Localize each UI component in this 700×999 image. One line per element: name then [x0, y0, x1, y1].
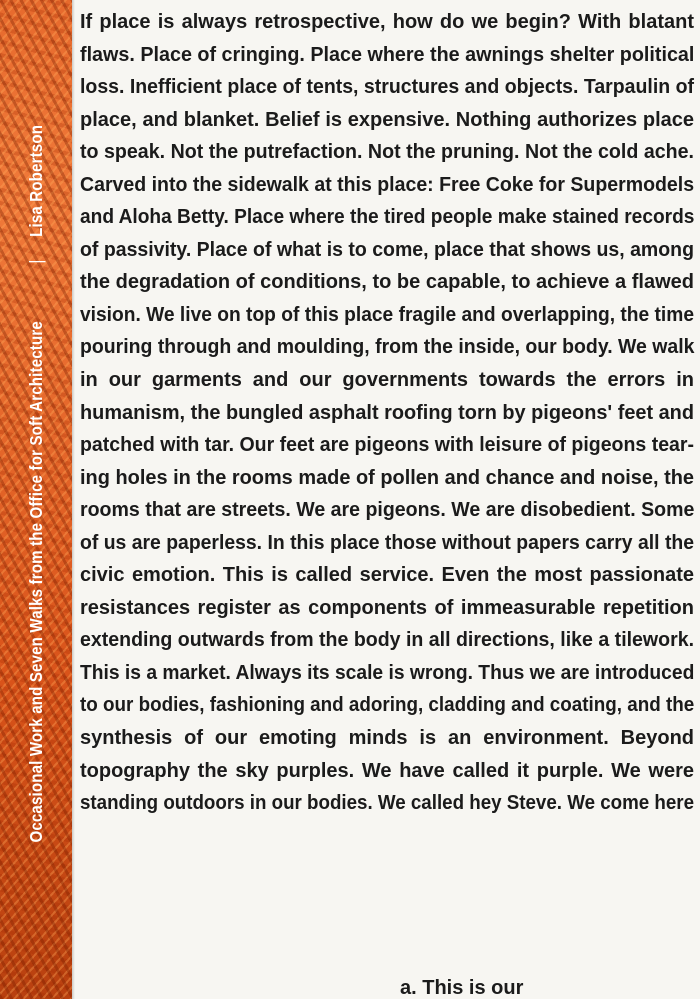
- text-line: of us are paperless. In this place those without papers carry all the: [80, 531, 694, 554]
- text-line: extending outwards from the body in all directions, like a tilework.: [80, 629, 694, 652]
- book-spine: [0, 0, 72, 999]
- text-line: flaws. Place of cringing. Place where the awnings shelter political: [80, 43, 695, 66]
- text-line: loss. Inefficient place of tents, structures and objects. Tarpaulin of: [80, 76, 694, 99]
- text-line: civic emotion. This is called service. Even the most passionate: [80, 564, 694, 587]
- spine-text: [24, 5, 48, 995]
- text-line: the degradation of conditions, to be capable, to achieve a flawed: [80, 271, 694, 294]
- spine-author: Lisa Robertson: [26, 124, 46, 237]
- text-line: and Aloha Betty. Place where the tired people make stained records: [80, 206, 695, 229]
- text-line: This is a market. Always its scale is wrong. Thus we are introduced: [80, 661, 695, 684]
- spine-shadow: [72, 0, 75, 999]
- text-line: resistances register as components of immeasurable repetition: [80, 596, 694, 619]
- cropped-text-line: [400, 977, 700, 999]
- spine-separator: |: [26, 259, 46, 264]
- text-line: to our bodies, fashioning and adoring, cladding and coating, and the: [80, 694, 695, 717]
- cropped-line-text: a. This is our: [400, 977, 524, 999]
- text-line: patched with tar. Our feet are pigeons with leisure of pigeons tear-: [80, 434, 695, 457]
- text-line: standing outdoors in our bodies. We called hey Steve. We come here: [80, 792, 694, 815]
- body-paragraph: [80, 6, 694, 820]
- text-line: in our garments and our governments towards the errors in: [80, 369, 694, 392]
- text-line: humanism, the bungled asphalt roofing torn by pigeons' feet and: [80, 401, 695, 424]
- text-line: topography the sky purples. We have called it purple. We were: [80, 759, 694, 782]
- text-line: of passivity. Place of what is to come, place that shows us, among: [80, 238, 694, 261]
- text-line: to speak. Not the putrefaction. Not the pruning. Not the cold ache.: [80, 141, 694, 164]
- text-line: rooms that are streets. We are pigeons. We are disobedient. Some: [80, 499, 695, 522]
- spine-book-title: Occasional Work and Seven Walks from the Office for Soft Architecture: [26, 320, 46, 843]
- text-line: synthesis of our emoting minds is an environment. Beyond: [80, 727, 694, 750]
- text-line: If place is always retrospective, how do we begin? With blatant: [80, 11, 694, 33]
- text-line: ing holes in the rooms made of pollen and chance and noise, the: [80, 466, 694, 489]
- text-line: place, and blanket. Belief is expensive. Nothing authorizes place: [80, 108, 694, 131]
- text-line: pouring through and moulding, from the inside, our body. We walk: [80, 336, 695, 359]
- text-line: vision. We live on top of this place fragile and overlapping, the time: [80, 303, 694, 326]
- text-line: Carved into the sidewalk at this place: Free Coke for Supermodels: [80, 173, 695, 196]
